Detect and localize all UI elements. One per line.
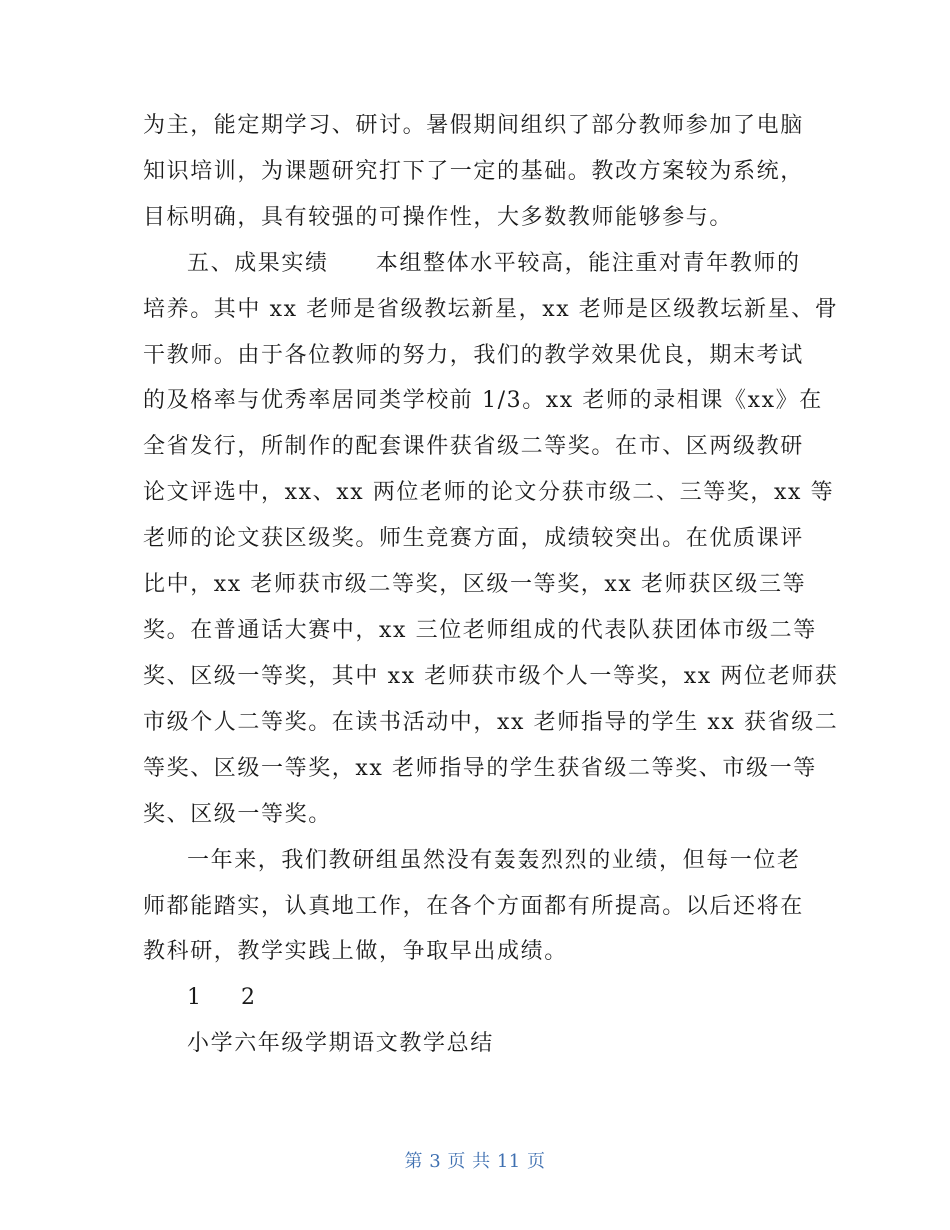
text-line: 奖、区级一等奖。 xyxy=(143,802,332,827)
text-line: 全省发行，所制作的配套课件获省级二等奖。在市、区两级教研 xyxy=(143,434,804,459)
text-line: 奖、区级一等奖，其中 xx 老师获市级个人一等奖，xx 两位老师获 xyxy=(143,664,839,689)
text-line: 奖。在普通话大赛中，xx 三位老师组成的代表队获团体市级二等 xyxy=(143,618,817,643)
page-footer: 第 3 页 共 11 页 xyxy=(404,1151,546,1172)
page-number-2[interactable]: 2 xyxy=(241,985,255,1010)
text-line: 干教师。由于各位教师的努力，我们的教学效果优良，期末考试 xyxy=(143,343,804,368)
text-line: 知识培训，为课题研究打下了一定的基础。教改方案较为系统， xyxy=(143,159,804,184)
text-line: 一年来，我们教研组虽然没有轰轰烈烈的业绩，但每一位老 xyxy=(187,848,801,873)
text-line: 论文评选中，xx、xx 两位老师的论文分获市级二、三等奖，xx 等 xyxy=(143,480,835,505)
text-line: 为主，能定期学习、研讨。暑假期间组织了部分教师参加了电脑 xyxy=(143,113,804,138)
next-section-title: 小学六年级学期语文教学总结 xyxy=(187,1031,494,1056)
text-line: 师都能踏实，认真地工作，在各个方面都有所提高。以后还将在 xyxy=(143,894,804,919)
text-line: 等奖、区级一等奖，xx 老师指导的学生获省级二等奖、市级一等 xyxy=(143,756,817,781)
text-line: 市级个人二等奖。在读书活动中，xx 老师指导的学生 xx 获省级二 xyxy=(143,710,839,735)
text-line: 老师的论文获区级奖。师生竞赛方面，成绩较突出。在优质课评 xyxy=(143,526,804,551)
text-line: 比中，xx 老师获市级二等奖，区级一等奖，xx 老师获区级三等 xyxy=(143,572,807,597)
text-line: 教科研，教学实践上做，争取早出成绩。 xyxy=(143,939,568,964)
page-number-1[interactable]: 1 xyxy=(187,985,201,1010)
section-heading-line: 五、成果实绩 本组整体水平较高，能注重对青年教师的 xyxy=(187,251,801,276)
text-line: 目标明确，具有较强的可操作性，大多数教师能够参与。 xyxy=(143,205,734,230)
text-line: 的及格率与优秀率居同类学校前 1/3。xx 老师的录相课《xx》在 xyxy=(143,388,823,413)
page-number-links xyxy=(187,983,255,1013)
text-line: 培养。其中 xx 老师是省级教坛新星，xx 老师是区级教坛新星、骨 xyxy=(143,297,839,322)
